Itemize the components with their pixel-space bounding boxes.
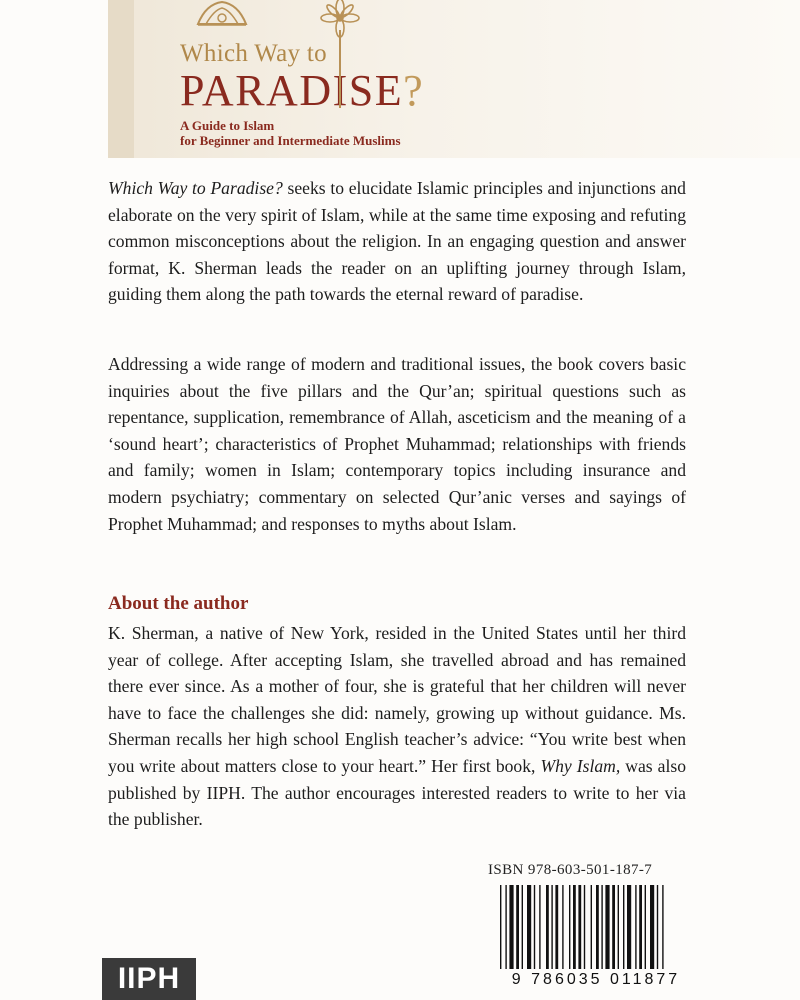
flower-icon xyxy=(318,0,362,110)
title-word: PARADISE xyxy=(180,66,404,115)
barcode-bar xyxy=(635,885,636,969)
barcode-bar xyxy=(584,885,585,969)
barcode-bar xyxy=(539,885,540,969)
barcode-bar xyxy=(569,885,570,969)
about-author-paragraph xyxy=(108,620,686,833)
barcode-bar xyxy=(605,885,609,969)
barcode-bar xyxy=(551,885,552,969)
barcode-bar xyxy=(522,885,523,969)
cover-header-stripe xyxy=(108,0,134,158)
subtitle-line-2: for Beginner and Intermediate Muslims xyxy=(180,133,401,148)
barcode-bar xyxy=(657,885,658,969)
about-text-b: was also published by IIPH. The author encourages interested readers to write to her via the publisher. xyxy=(108,755,687,830)
barcode-bar xyxy=(562,885,563,969)
barcode-bar xyxy=(546,885,549,969)
subtitle-line-1: A Guide to Islam xyxy=(180,118,275,133)
barcode-bar xyxy=(596,885,599,969)
barcode-digits: 9 786035 011877 xyxy=(511,971,681,988)
barcode-bar xyxy=(601,885,602,969)
barcode-bar xyxy=(639,885,642,969)
title-line-2 xyxy=(180,66,424,116)
barcode-bar xyxy=(500,885,501,969)
barcode-bar xyxy=(527,885,531,969)
barcode-bars xyxy=(486,885,706,977)
barcode-bar xyxy=(645,885,646,969)
barcode-bar xyxy=(573,885,576,969)
about-author-heading: About the author xyxy=(108,593,249,614)
about-text-a: K. Sherman, a native of New York, resided in the United States until her third year of college. After accepting Islam, she travelled abroad and has remained there ever since. As a mother of four, she is grateful that her children will never have to face the challenges she did: namely, growing up without guidance. Ms. Sherman recalls her high school English teacher’s advice: “You write best when you write about matters close to your heart.” Her first book, xyxy=(108,623,686,776)
paragraph-1-text: seeks to elucidate Islamic principles and injunctions and elaborate on the very spirit of Islam, while at the same time exposing and refuting common misconceptions about the religion. In an engaging question and answer format, K. Sherman leads the reader on an uplifting journey through Islam, guiding them along the path towards the eternal reward of paradise. xyxy=(108,178,686,305)
barcode-bar xyxy=(618,885,619,969)
barcode-bar xyxy=(516,885,519,969)
barcode-bar xyxy=(623,885,624,969)
barcode-bar xyxy=(662,885,663,969)
first-book-italic: Why Islam, xyxy=(540,755,621,776)
isbn-label: ISBN 978-603-501-187-7 xyxy=(488,862,653,878)
title-line-1: Which Way to xyxy=(180,40,327,67)
publisher-logo: IIPH xyxy=(102,958,196,1000)
barcode-bar xyxy=(534,885,535,969)
ornament-icon xyxy=(196,0,248,26)
title-question-mark: ? xyxy=(403,66,425,115)
barcode-bar xyxy=(555,885,558,969)
description-paragraph-1 xyxy=(108,175,686,308)
description-paragraph-2: Addressing a wide range of modern and traditional issues, the book covers basic inquiries about the five pillars and the Qur’an; spiritual questions such as repentance, supplication, remembrance of Allah, asceticism and the meaning of a ‘sound heart’; characteristics of Prophet Muhammad; relationships with friends and family; women in Islam; contemporary topics including insurance and modern psychiatry; commentary on selected Qur’anic verses and sayings of Prophet Muhammad; and responses to myths about Islam. xyxy=(108,354,686,534)
barcode-bar xyxy=(505,885,506,969)
barcode-bar xyxy=(578,885,581,969)
barcode-bar xyxy=(650,885,654,969)
book-title-italic: Which Way to Paradise? xyxy=(108,178,283,198)
barcode-bar xyxy=(627,885,631,969)
cover-subtitle xyxy=(180,118,401,148)
barcode-bar xyxy=(591,885,592,969)
barcode xyxy=(486,885,706,997)
barcode-bar xyxy=(509,885,513,969)
barcode-bar xyxy=(612,885,615,969)
